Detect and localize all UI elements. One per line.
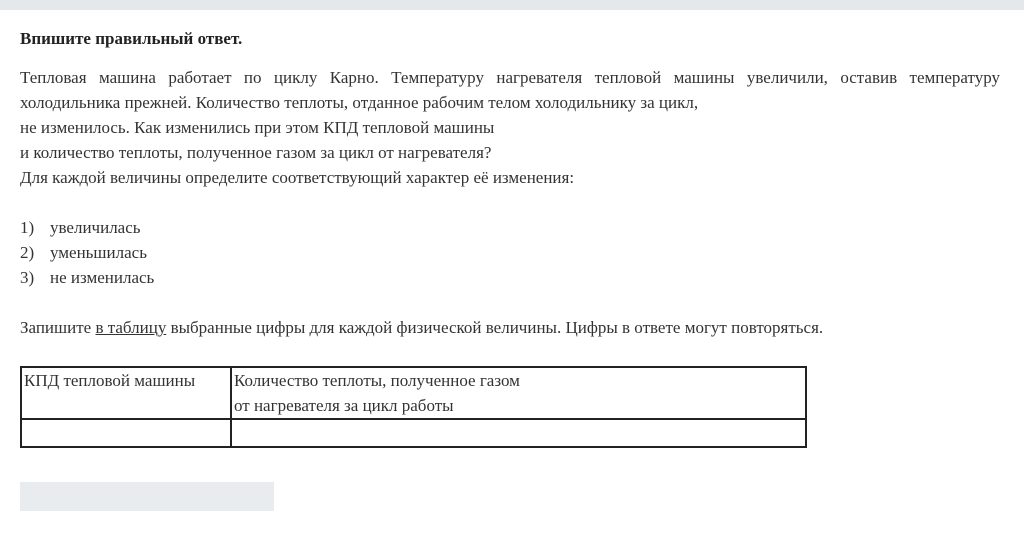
- question-line-4: и количество теплоты, полученное газом за цикл от нагревателя?: [20, 143, 492, 162]
- table-cell-heat[interactable]: [231, 419, 806, 447]
- write-instruction-before: Запишите: [20, 318, 96, 337]
- option-item: [20, 215, 1000, 240]
- task-content: [20, 26, 1000, 340]
- option-text: уменьшилась: [50, 243, 147, 262]
- table-header-heat-line-1: Количество теплоты, полученное газом: [234, 371, 520, 390]
- options-list: [20, 215, 1000, 290]
- question-line-2: холодильника прежней. Количество теплоты, отданное рабочим телом холодильнику за цикл,: [20, 93, 699, 112]
- option-text: увеличилась: [50, 218, 141, 237]
- heat-answer-input[interactable]: [232, 421, 805, 446]
- option-item: [20, 240, 1000, 265]
- option-number: 2): [20, 243, 35, 262]
- table-header-row: [21, 367, 806, 419]
- write-instruction: [20, 315, 1000, 340]
- table-link[interactable]: в таблицу: [95, 318, 167, 337]
- option-number: 3): [20, 268, 35, 287]
- table-input-row: [21, 419, 806, 447]
- option-text: не изменилась: [50, 268, 155, 287]
- task-instruction: Впишите правильный ответ.: [20, 29, 243, 48]
- question-line-5: Для каждой величины определите соответствующий характер её изменения:: [20, 168, 575, 187]
- table-header-kpd-label: КПД тепловой машины: [24, 371, 196, 390]
- table-header-heat: [231, 367, 806, 419]
- write-instruction-after: выбранные цифры для каждой физической величины. Цифры в ответе могут повторяться.: [166, 318, 824, 337]
- question-line-1: Тепловая машина работает по циклу Карно. Температуру нагревателя тепловой машины увеличили, оставив температуру: [20, 68, 1000, 87]
- option-item: [20, 265, 1000, 290]
- top-bar: [0, 0, 1024, 10]
- question-line-3: не изменилось. Как изменились при этом КПД тепловой машины: [20, 118, 495, 137]
- answer-table: [20, 366, 807, 448]
- table-header-kpd: [21, 367, 231, 419]
- table-header-heat-line-2: от нагревателя за цикл работы: [234, 396, 454, 415]
- kpd-answer-input[interactable]: [22, 421, 230, 446]
- question-text: [20, 65, 1000, 190]
- table-cell-kpd[interactable]: [21, 419, 231, 447]
- option-number: 1): [20, 218, 35, 237]
- answer-field[interactable]: [20, 482, 274, 511]
